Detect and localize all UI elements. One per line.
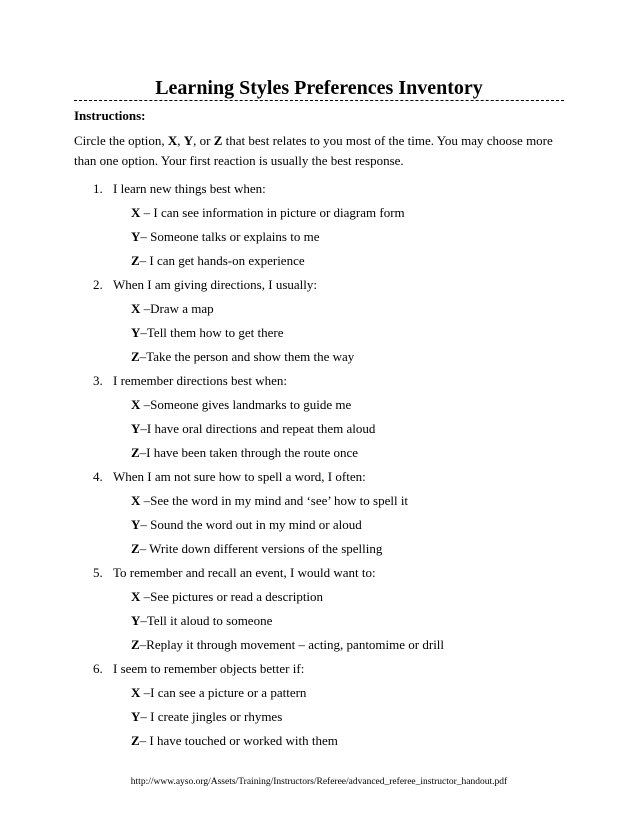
option-letter: X — [131, 685, 141, 700]
question-2-option-z[interactable] — [0, 348, 638, 372]
option-letter: Z — [131, 733, 140, 748]
instructions-paragraph — [74, 131, 572, 171]
option-letter: Y — [131, 709, 141, 724]
option-letter: Y — [131, 325, 141, 340]
question-number: 3. — [93, 373, 103, 388]
option-text: –Someone gives landmarks to guide me — [140, 397, 352, 412]
question-2 — [0, 276, 638, 300]
question-text: When I am giving directions, I usually: — [113, 277, 317, 292]
option-text: – I can get hands-on experience — [139, 253, 305, 268]
option-letter: Z — [131, 253, 140, 268]
option-letter: Y — [131, 517, 141, 532]
question-text: To remember and recall an event, I would want to: — [113, 565, 376, 580]
option-letter: X — [131, 589, 141, 604]
option-letter: X — [131, 205, 141, 220]
option-text: – I can see information in picture or diagram form — [140, 205, 405, 220]
option-text: – I create jingles or rhymes — [140, 709, 283, 724]
question-6-option-y[interactable] — [0, 708, 638, 732]
question-6-option-z[interactable] — [0, 732, 638, 756]
question-1-option-x[interactable] — [0, 204, 638, 228]
question-4-option-y[interactable] — [0, 516, 638, 540]
instructions-heading: Instructions: — [74, 108, 146, 123]
question-2-option-y[interactable] — [0, 324, 638, 348]
source-url: http://www.ayso.org/Assets/Training/Instructors/Referee/advanced_referee_instructor_handout.pdf — [130, 777, 508, 787]
question-4 — [0, 468, 638, 492]
option-letter: Z — [131, 637, 140, 652]
dashed-divider — [74, 100, 564, 101]
option-text: – Write down different versions of the spelling — [139, 541, 383, 556]
intro-option-y: Y — [183, 133, 194, 148]
option-text: –Tell it aloud to someone — [140, 613, 273, 628]
option-text: –I can see a picture or a pattern — [140, 685, 307, 700]
question-number: 4. — [93, 469, 103, 484]
question-3 — [0, 372, 638, 396]
option-text: –Tell them how to get there — [140, 325, 284, 340]
option-text: –Replay it through movement – acting, pantomime or drill — [139, 637, 445, 652]
question-5-option-x[interactable] — [0, 588, 638, 612]
intro-text-part1: Circle the option, — [74, 133, 168, 148]
question-2-option-x[interactable] — [0, 300, 638, 324]
option-letter: X — [131, 493, 141, 508]
question-3-option-x[interactable] — [0, 396, 638, 420]
question-number: 5. — [93, 565, 103, 580]
question-text: I seem to remember objects better if: — [113, 661, 305, 676]
option-letter: X — [131, 301, 141, 316]
option-letter: Z — [131, 541, 140, 556]
question-5-option-y[interactable] — [0, 612, 638, 636]
question-text: When I am not sure how to spell a word, I often: — [113, 469, 366, 484]
question-5-option-z[interactable] — [0, 636, 638, 660]
document-title: Learning Styles Preferences Inventory — [155, 77, 483, 99]
option-letter: Y — [131, 421, 141, 436]
question-5 — [0, 564, 638, 588]
question-1-option-y[interactable] — [0, 228, 638, 252]
option-text: –See pictures or read a description — [140, 589, 324, 604]
question-3-option-y[interactable] — [0, 420, 638, 444]
intro-option-z: Z — [213, 133, 223, 148]
question-1-option-z[interactable] — [0, 252, 638, 276]
intro-option-x: X — [167, 133, 178, 148]
option-text: – I have touched or worked with them — [139, 733, 338, 748]
question-number: 6. — [93, 661, 103, 676]
option-text: –I have been taken through the route once — [139, 445, 359, 460]
question-text: I learn new things best when: — [113, 181, 266, 196]
option-text: –See the word in my mind and ‘see’ how to spell it — [140, 493, 409, 508]
question-number: 1. — [93, 181, 103, 196]
option-text: –I have oral directions and repeat them aloud — [140, 421, 376, 436]
question-text: I remember directions best when: — [113, 373, 287, 388]
intro-separator-2: , or — [193, 133, 214, 148]
question-list — [0, 180, 638, 756]
question-4-option-x[interactable] — [0, 492, 638, 516]
option-letter: X — [131, 397, 141, 412]
option-letter: Y — [131, 229, 141, 244]
question-6 — [0, 660, 638, 684]
question-6-option-x[interactable] — [0, 684, 638, 708]
option-text: – Someone talks or explains to me — [140, 229, 320, 244]
option-letter: Z — [131, 349, 140, 364]
option-text: –Draw a map — [140, 301, 214, 316]
intro-separator-1: , — [177, 133, 184, 148]
option-text: – Sound the word out in my mind or aloud — [140, 517, 362, 532]
option-letter: Y — [131, 613, 141, 628]
question-1 — [0, 180, 638, 204]
question-4-option-z[interactable] — [0, 540, 638, 564]
option-letter: Z — [131, 445, 140, 460]
question-number: 2. — [93, 277, 103, 292]
option-text: –Take the person and show them the way — [139, 349, 355, 364]
intro-text-part2: that best relates to you most of the time. You may choose more than one option. Your first reaction is usually the best response. — [74, 133, 553, 168]
question-3-option-z[interactable] — [0, 444, 638, 468]
